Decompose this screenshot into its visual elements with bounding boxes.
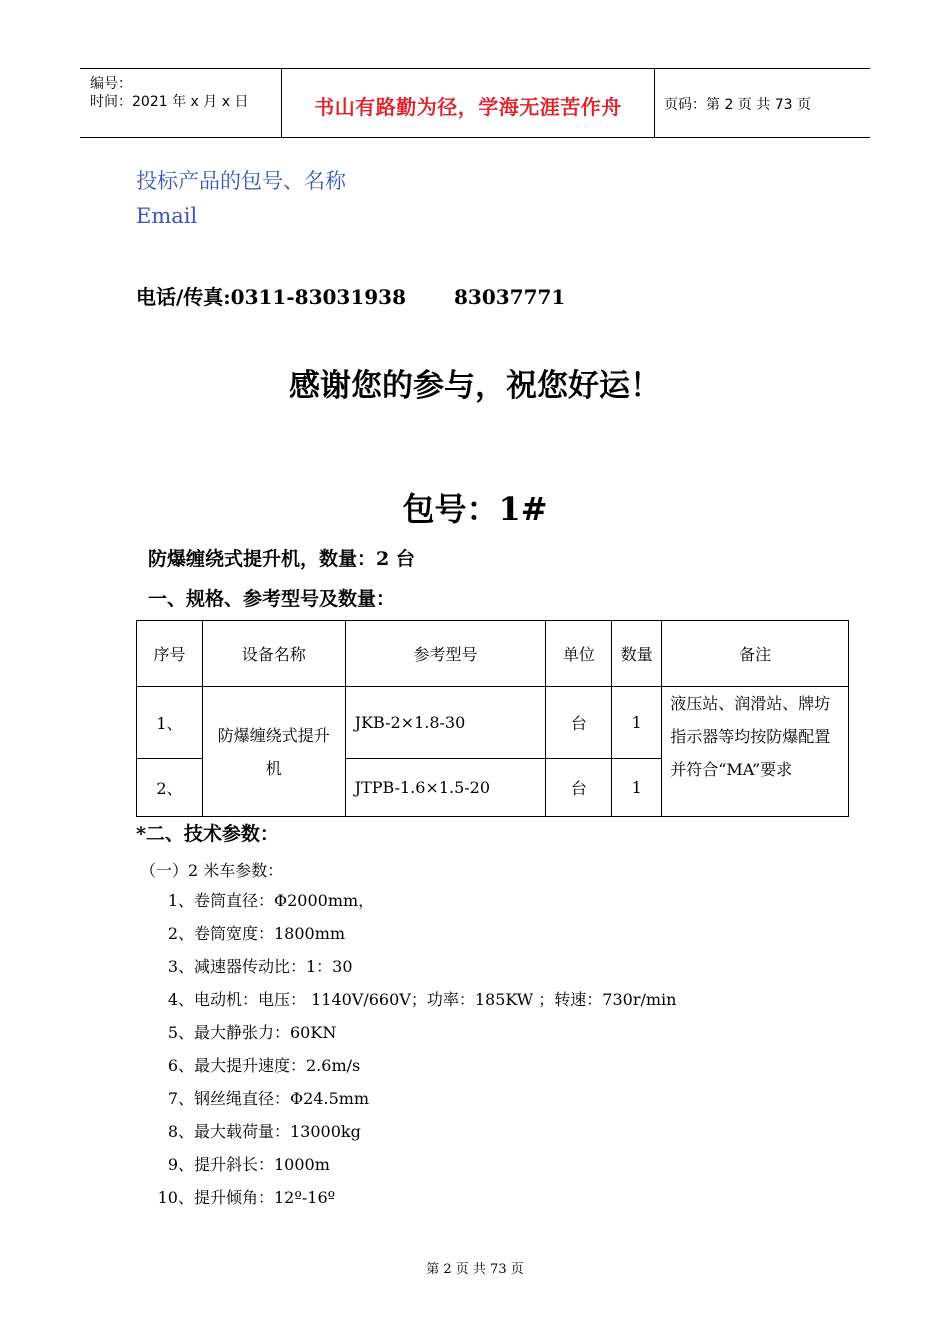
parameter-text: 最大提升速度：2.6m/s <box>194 1056 361 1075</box>
parameter-item <box>150 1086 676 1119</box>
parameter-item <box>150 1119 676 1152</box>
header-meta <box>80 69 280 137</box>
phone-fax-line <box>136 281 565 310</box>
parameter-number: 8、 <box>167 1122 194 1141</box>
phone-fax-primary: 电话/传真:0311-83031938 <box>136 285 406 309</box>
parameter-number: 4、 <box>167 990 194 1009</box>
parameter-item <box>150 954 676 987</box>
table-header-row <box>137 621 849 687</box>
device-name-cell: 防爆缠绕式提升机 <box>202 687 345 817</box>
row-qty: 1 <box>612 687 662 759</box>
header-motto-cell <box>281 69 655 137</box>
parameter-item <box>150 888 676 921</box>
table-row <box>137 687 849 759</box>
section2-title: *二、技术参数： <box>136 823 279 845</box>
parameter-number: 2、 <box>167 924 194 943</box>
row-model: JKB-2×1.8-30 <box>345 687 546 759</box>
parameter-text: 最大静张力：60KN <box>194 1023 337 1042</box>
row-unit: 台 <box>546 759 612 817</box>
row-unit: 台 <box>546 687 612 759</box>
parameter-text: 卷筒直径：Φ2000mm， <box>194 891 375 910</box>
parameter-number: 10、 <box>157 1188 194 1207</box>
parameter-item <box>150 1185 676 1218</box>
parameter-number: 9、 <box>167 1155 194 1174</box>
table-header-cell: 备注 <box>662 621 849 687</box>
spec-table <box>136 620 849 817</box>
thanks-heading: 感谢您的参与，祝您好运！ <box>289 368 661 404</box>
parameter-text: 卷筒宽度：1800mm <box>194 924 346 943</box>
section1-title: 一、规格、参考型号及数量： <box>148 588 396 610</box>
subsection-title: （一）2 米车参数： <box>140 861 284 880</box>
parameter-text: 提升斜长：1000m <box>194 1155 330 1174</box>
header-date: 时间：2021 年 x 月 x 日 <box>90 94 249 110</box>
parameter-text: 钢丝绳直径：Φ24.5mm <box>194 1089 370 1108</box>
parameter-number: 7、 <box>167 1089 194 1108</box>
row-index: 1、 <box>137 687 203 759</box>
email-label: Email <box>136 204 198 228</box>
header-motto: 书山有路勤为径，学海无涯苦作舟 <box>314 95 622 119</box>
parameter-list <box>150 888 676 1218</box>
parameter-number: 3、 <box>167 957 194 976</box>
parameter-text: 电动机：电压： 1140V/660V；功率：185KW ；转速：730r/min <box>194 990 677 1009</box>
note-cell: 液压站、润滑站、牌坊指示器等均按防爆配置并符合“MA”要求 <box>662 687 849 817</box>
parameter-number: 5、 <box>167 1023 194 1042</box>
package-number-title: 包号：1# <box>402 490 548 528</box>
table-header-cell: 参考型号 <box>345 621 546 687</box>
package-name-label: 投标产品的包号、名称 <box>136 169 346 193</box>
parameter-item <box>150 1053 676 1086</box>
header-number-label: 编号： <box>90 76 132 92</box>
page-header <box>80 68 870 138</box>
parameter-text: 最大载荷量：13000kg <box>194 1122 361 1141</box>
row-qty: 1 <box>612 759 662 817</box>
header-page-info: 页码：第 2 页 共 73 页 <box>664 97 811 113</box>
row-index: 2、 <box>137 759 203 817</box>
parameter-text: 减速器传动比：1：30 <box>194 957 353 976</box>
parameter-item <box>150 1152 676 1185</box>
page-footer: 第 2 页 共 73 页 <box>426 1262 524 1277</box>
parameter-item <box>150 1020 676 1053</box>
parameter-item <box>150 987 676 1020</box>
parameter-text: 提升倾角：12º-16º <box>194 1188 336 1207</box>
parameter-item <box>150 921 676 954</box>
phone-fax-secondary: 83037771 <box>453 285 566 309</box>
table-header-cell: 单位 <box>546 621 612 687</box>
table-header-cell: 数量 <box>612 621 662 687</box>
table-header-cell: 序号 <box>137 621 203 687</box>
table-header-cell: 设备名称 <box>202 621 345 687</box>
row-model: JTPB-1.6×1.5-20 <box>345 759 546 817</box>
parameter-number: 6、 <box>167 1056 194 1075</box>
parameter-number: 1、 <box>167 891 194 910</box>
product-quantity-line: 防爆缠绕式提升机，数量：2 台 <box>148 548 415 570</box>
